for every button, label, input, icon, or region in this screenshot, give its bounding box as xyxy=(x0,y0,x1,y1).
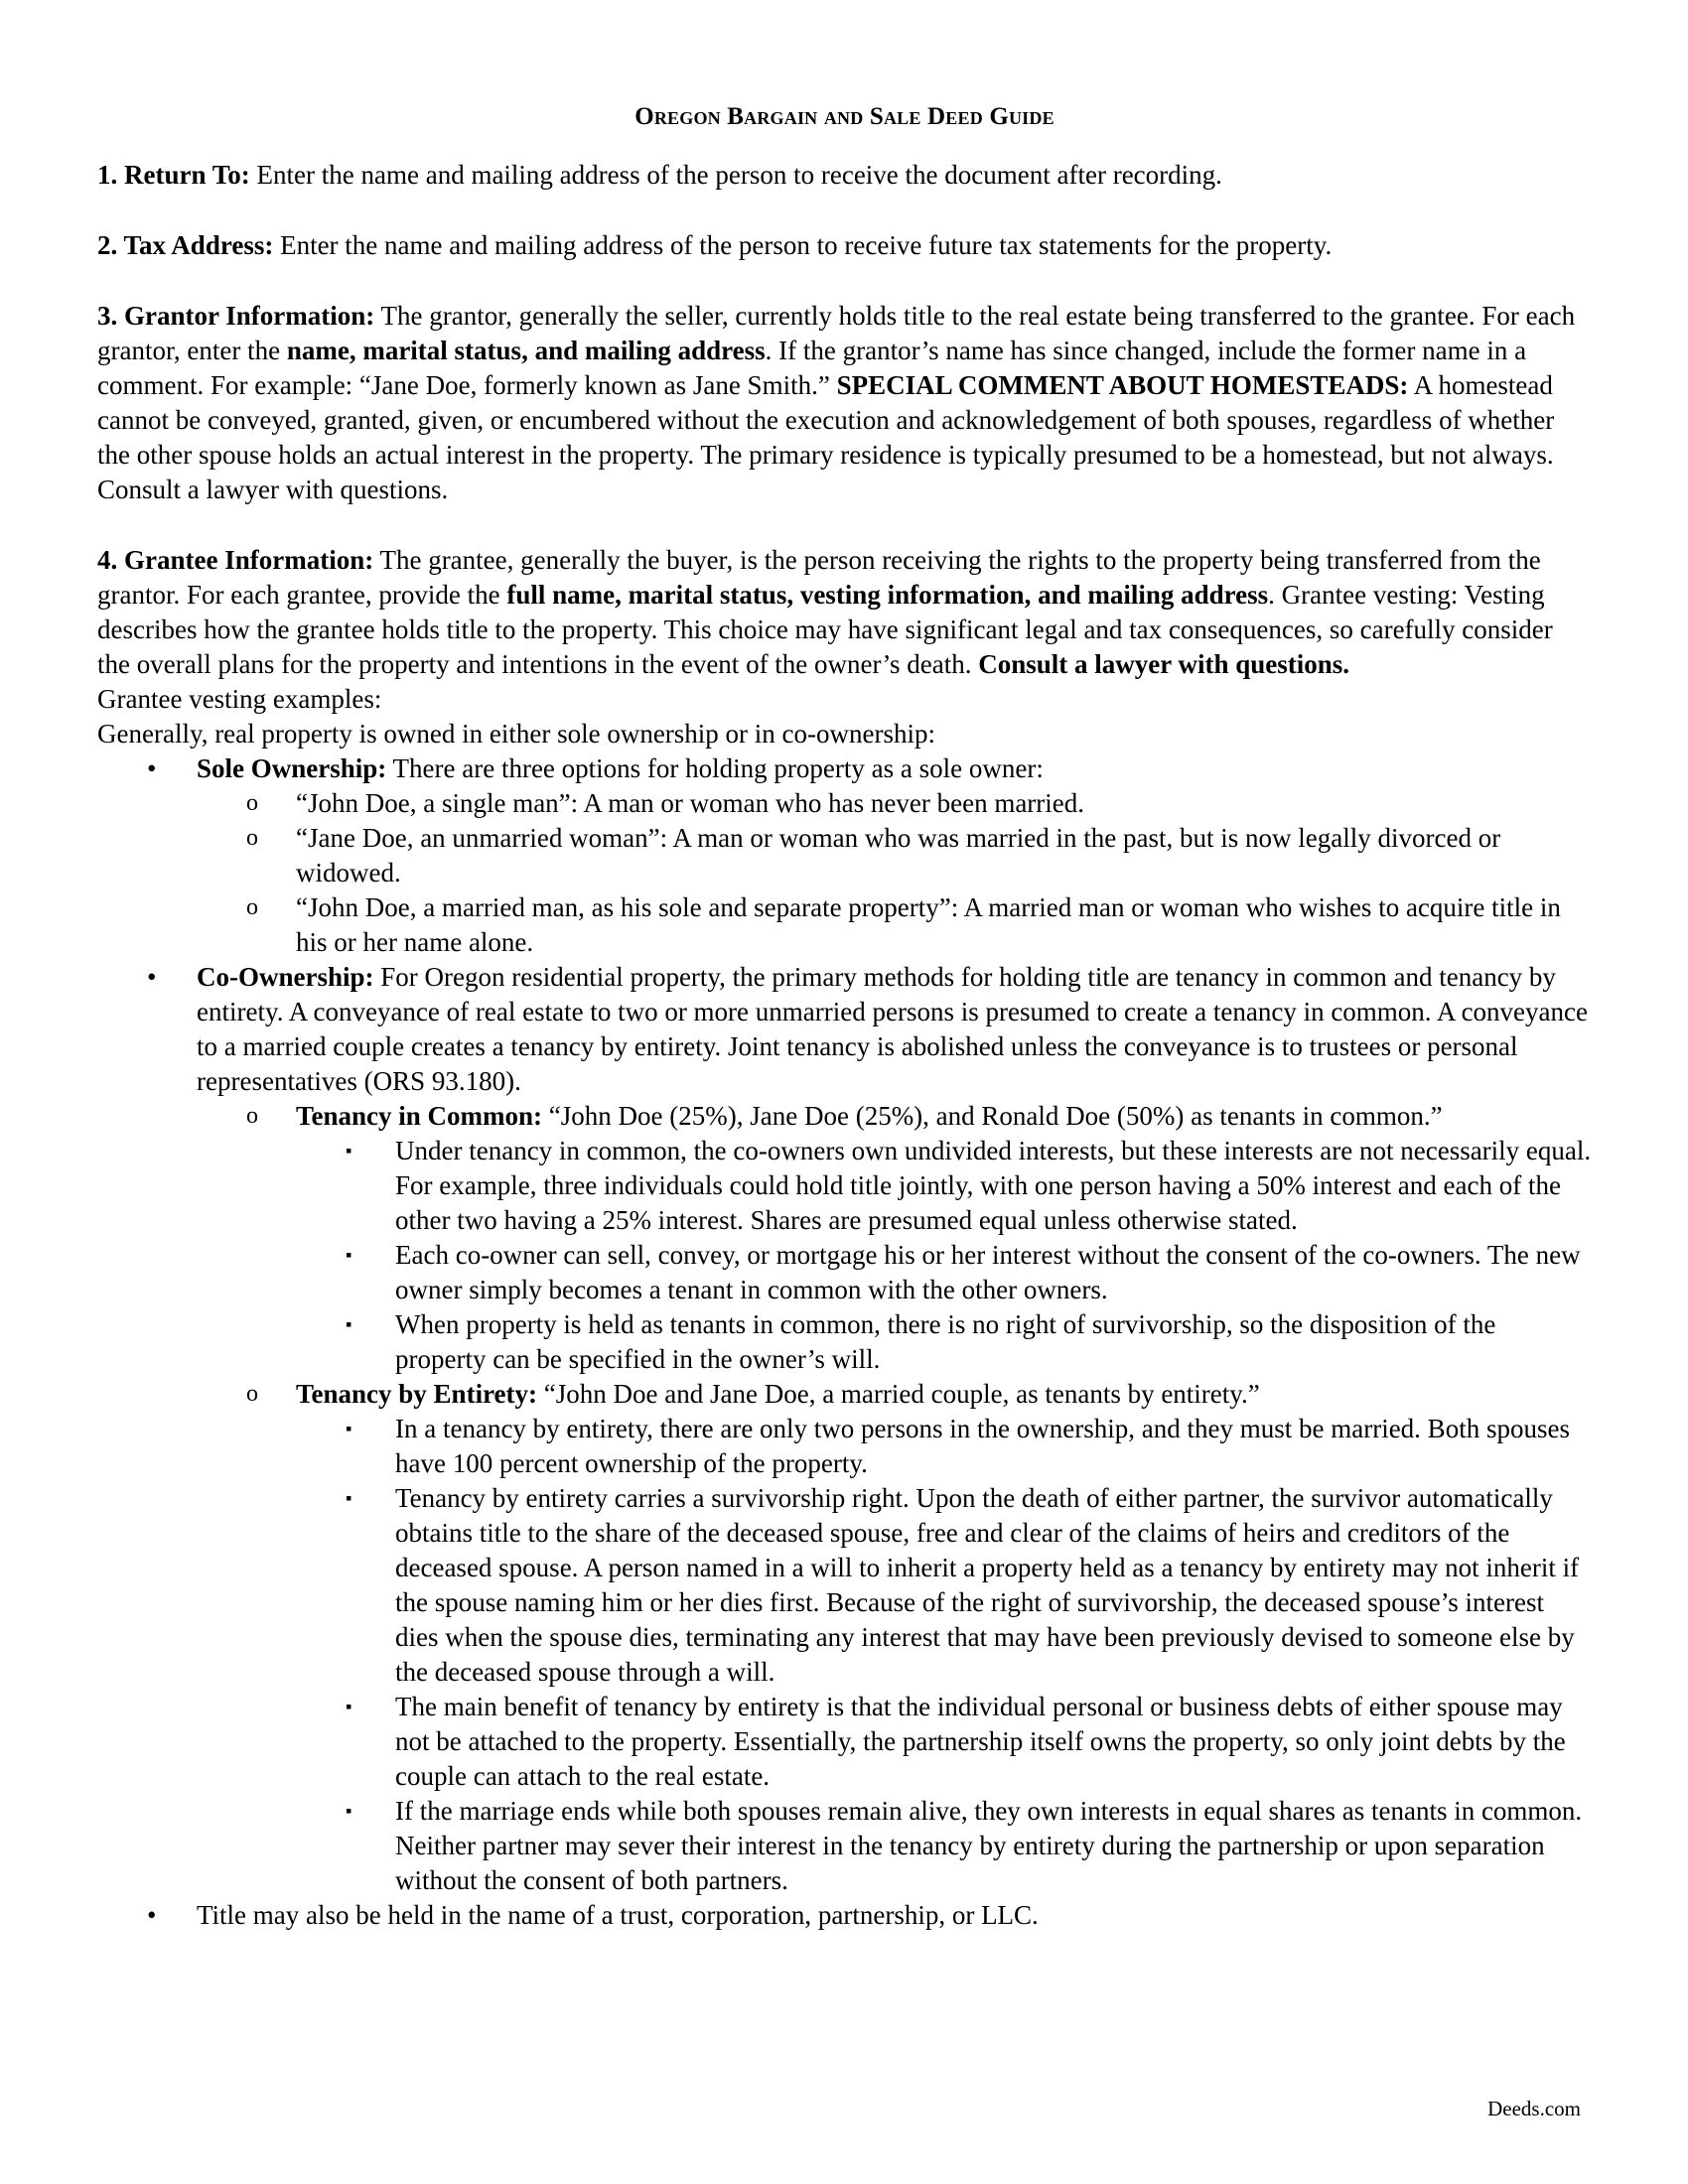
list-item xyxy=(346,1238,1592,1307)
bullet-icon: • xyxy=(147,753,157,783)
section-text: The grantee, generally the buyer, is the person receiving the rights to the property being transferred from the grantor. For each grantee, provide the xyxy=(97,545,1541,610)
section-text: . If the grantor’s name has since changed, include the former name in a comment. For example: “Jane Doe, formerly known as Jane Smith.” xyxy=(97,336,1527,400)
emphasis: name, marital status, and mailing address xyxy=(286,336,766,365)
co-ownership-options xyxy=(197,1099,1592,1898)
section-label: 1. Return To: xyxy=(97,160,250,190)
vesting-examples-heading: Grantee vesting examples: xyxy=(97,684,382,714)
list-item xyxy=(147,1898,1592,1933)
item-text: For Oregon residential property, the primary methods for holding title are tenancy in common and tenancy by entirety. A conveyance of real estate to two or more unmarried persons is presumed to create a tenancy in common. A conveyance to a married couple creates a tenancy by entirety. Joint tenancy is abolished unless the conveyance is to trustees or personal representatives (ORS 93.180). xyxy=(197,962,1588,1096)
section-text: A homestead cannot be conveyed, granted, given, or encumbered without the execution and acknowledgement of both spouses, regardless of whether the other spouse holds an actual interest in the property. The primary residence is typically presumed to be a homestead, but not always. Consult a lawyer with questions. xyxy=(97,370,1555,504)
list-item xyxy=(246,1099,1592,1377)
list-item xyxy=(246,1377,1592,1898)
item-text: “John Doe (25%), Jane Doe (25%), and Ronald Doe (50%) as tenants in common.” xyxy=(542,1101,1443,1131)
list-item xyxy=(346,1690,1592,1794)
item-text: In a tenancy by entirety, there are only two persons in the ownership, and they must be married. Both spouses have 100 percent ownership of the property. xyxy=(395,1414,1570,1478)
item-label: Sole Ownership: xyxy=(197,753,387,783)
list-item xyxy=(147,960,1592,1898)
square-bullet-icon: ▪ xyxy=(346,1697,352,1716)
item-text: If the marriage ends while both spouses remain alive, they own interests in equal shares as tenants in common. Neither partner may sever their interest in the tenancy by entirety during the partnership or upon separation without the consent of both partners. xyxy=(395,1796,1583,1895)
item-label: Co-Ownership: xyxy=(197,962,374,992)
item-text: When property is held as tenants in common, there is no right of survivorship, so the disposition of the property can be specified in the owner’s will. xyxy=(395,1309,1496,1374)
list-item xyxy=(246,786,1592,821)
section-label: 4. Grantee Information: xyxy=(97,545,374,575)
list-item xyxy=(346,1412,1592,1481)
square-bullet-icon: ▪ xyxy=(346,1419,352,1438)
emphasis: Consult a lawyer with questions. xyxy=(978,649,1350,679)
list-item xyxy=(346,1307,1592,1377)
list-item xyxy=(346,1481,1592,1690)
item-text: “John Doe, a married man, as his sole and separate property”: A married man or woman who wishes to acquire title in his or her name alone. xyxy=(296,892,1561,957)
item-text: “John Doe, a single man”: A man or woman who has never been married. xyxy=(296,788,1085,818)
circle-bullet-icon: o xyxy=(246,1103,258,1129)
section-grantor-information xyxy=(97,299,1592,507)
circle-bullet-icon: o xyxy=(246,790,258,816)
section-tax-address xyxy=(97,228,1592,263)
item-text: The main benefit of tenancy by entirety is that the individual personal or business debts of either spouse may not be attached to the property. Essentially, the partnership itself owns the property, so only joint debts by the couple can attach to the real estate. xyxy=(395,1692,1566,1791)
section-return-to xyxy=(97,158,1592,193)
circle-bullet-icon: o xyxy=(246,1381,258,1407)
item-text: Under tenancy in common, the co-owners own undivided interests, but these interests are not necessarily equal. For example, three individuals could hold title jointly, with one person having a 50% interest and each of the other two having a 25% interest. Shares are presumed equal unless otherwise stated. xyxy=(395,1136,1592,1235)
square-bullet-icon: ▪ xyxy=(346,1488,352,1508)
tenancy-in-common-details xyxy=(296,1134,1592,1377)
list-item xyxy=(246,890,1592,960)
bullet-icon: • xyxy=(147,1900,157,1930)
footer-brand: Deeds.com xyxy=(1487,2097,1581,2120)
item-text: “John Doe and Jane Doe, a married couple, as tenants by entirety.” xyxy=(537,1379,1260,1409)
document-body xyxy=(97,99,1592,1933)
tenancy-by-entirety-details xyxy=(296,1412,1592,1898)
circle-bullet-icon: o xyxy=(246,894,258,920)
homestead-heading: SPECIAL COMMENT ABOUT HOMESTEADS: xyxy=(836,370,1409,400)
list-item xyxy=(346,1134,1592,1238)
section-text: The grantor, generally the seller, currently holds title to the real estate being transferred to the grantee. For each grantor, enter the xyxy=(97,301,1576,365)
list-item xyxy=(346,1794,1592,1898)
item-text: There are three options for holding property as a sole owner: xyxy=(386,753,1044,783)
item-text: Tenancy by entirety carries a survivorship right. Upon the death of either partner, the survivor automatically obtains title to the share of the deceased spouse, free and clear of the claims of heirs and creditors of the deceased spouse. A person named in a will to inherit a property held as a tenancy by entirety may not inherit if the spouse naming him or her dies first. Because of the right of survivorship, the deceased spouse’s interest dies when the spouse dies, terminating any interest that may have been previously devised to someone else by the deceased spouse through a will. xyxy=(395,1483,1580,1687)
bullet-icon: • xyxy=(147,962,157,992)
square-bullet-icon: ▪ xyxy=(346,1141,352,1160)
list-item xyxy=(147,751,1592,960)
circle-bullet-icon: o xyxy=(246,825,258,851)
item-label: Tenancy in Common: xyxy=(296,1101,543,1131)
section-text: . Grantee vesting: Vesting describes how the grantee holds title to the property. This choice may have significant legal and tax consequences, so carefully consider the overall plans for the property and intentions in the event of the owner’s death. xyxy=(97,580,1553,679)
list-item xyxy=(246,821,1592,890)
square-bullet-icon: ▪ xyxy=(346,1314,352,1334)
sole-ownership-options xyxy=(197,786,1592,960)
emphasis: full name, marital status, vesting information, and mailing address xyxy=(506,580,1269,610)
section-text: Enter the name and mailing address of the person to receive future tax statements for the property. xyxy=(273,230,1333,260)
item-text: Each co-owner can sell, convey, or mortgage his or her interest without the consent of the co-owners. The new owner simply becomes a tenant in common with the other owners. xyxy=(395,1240,1581,1304)
ownership-list xyxy=(97,751,1592,1933)
item-label: Tenancy by Entirety: xyxy=(296,1379,538,1409)
document-title: Oregon Bargain and Sale Deed Guide xyxy=(634,103,1055,130)
item-text: “Jane Doe, an unmarried woman”: A man or woman who was married in the past, but is now legally divorced or widowed. xyxy=(296,823,1501,887)
section-text: Enter the name and mailing address of the person to receive the document after recording. xyxy=(249,160,1222,190)
square-bullet-icon: ▪ xyxy=(346,1801,352,1821)
section-grantee-information xyxy=(97,543,1592,682)
item-text: Title may also be held in the name of a trust, corporation, partnership, or LLC. xyxy=(197,1900,1039,1930)
square-bullet-icon: ▪ xyxy=(346,1245,352,1265)
ownership-intro: Generally, real property is owned in either sole ownership or in co-ownership: xyxy=(97,719,936,749)
section-label: 2. Tax Address: xyxy=(97,230,274,260)
section-label: 3. Grantor Information: xyxy=(97,301,375,331)
